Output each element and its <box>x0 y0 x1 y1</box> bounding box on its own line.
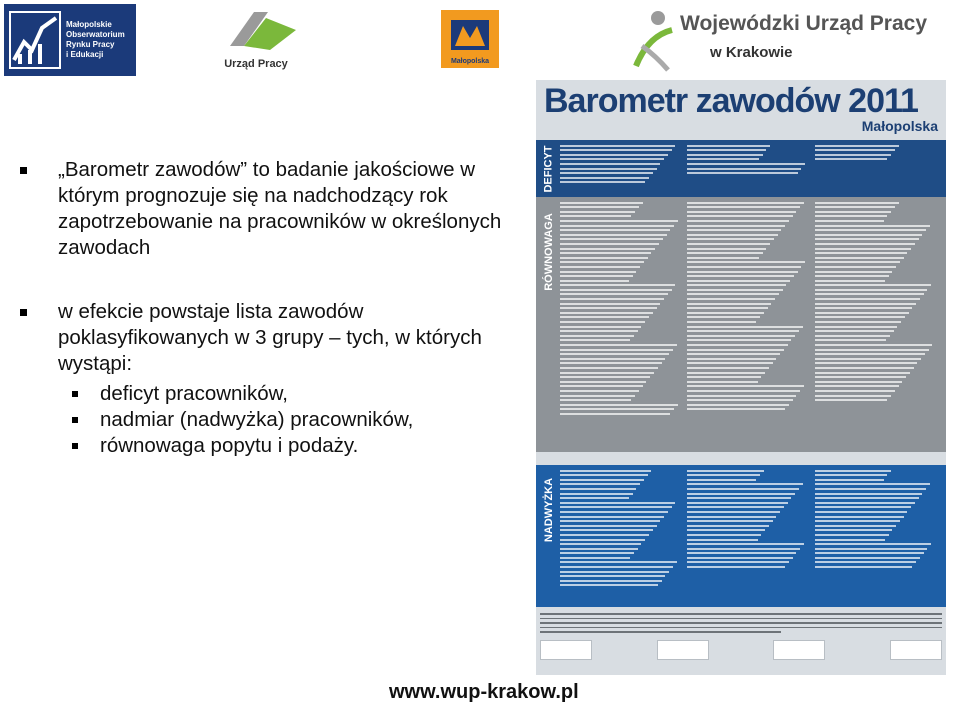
poster-text-line <box>815 479 884 481</box>
poster-text-line <box>560 163 660 165</box>
poster-text-line <box>687 479 756 481</box>
poster-text-line <box>560 552 634 554</box>
poster-text-line <box>687 408 785 410</box>
poster-logo-strip <box>540 640 942 662</box>
poster-text-line <box>687 566 785 568</box>
poster-column <box>560 467 687 605</box>
urzad-pracy-label: Urząd Pracy <box>224 58 288 70</box>
poster-text-line <box>687 502 787 504</box>
poster-text-line <box>560 266 640 268</box>
poster-text-line <box>687 552 796 554</box>
poster-text-line <box>560 316 649 318</box>
poster-text-line <box>560 474 648 476</box>
poster-text-line <box>687 372 765 374</box>
mo-logo <box>4 4 136 76</box>
poster-text-line <box>560 181 645 183</box>
poster-text-line <box>560 293 668 295</box>
poster-column <box>815 199 942 450</box>
bullet-square-icon <box>72 417 78 423</box>
deficyt-band <box>536 140 946 197</box>
poster-text-line <box>687 511 780 513</box>
poster-text-line <box>560 395 635 397</box>
poster-text-line <box>687 229 781 231</box>
poster-text-line <box>687 474 760 476</box>
poster-text-line <box>560 168 657 170</box>
poster-text-line <box>815 243 915 245</box>
poster-text-line <box>687 520 772 522</box>
poster-text-line <box>815 483 930 485</box>
poster-text-line <box>687 390 800 392</box>
poster-text-line <box>560 502 675 504</box>
poster-text-line <box>815 358 922 360</box>
poster-column <box>687 199 814 450</box>
poster-text-line <box>815 339 886 341</box>
poster-text-line <box>815 248 912 250</box>
mo-logo-text: Małopolskie Obserwatorium Rynku Pracy i Edukacji <box>66 20 125 59</box>
poster-text-line <box>560 238 663 240</box>
poster-text-line <box>687 215 792 217</box>
poster-text-line <box>815 284 932 286</box>
poster-text-line <box>560 275 633 277</box>
poster-column <box>560 199 687 450</box>
nadwyzka-band <box>536 465 946 607</box>
poster-text-line <box>560 571 669 573</box>
poster-text-line <box>687 234 777 236</box>
poster-text-line <box>687 312 763 314</box>
poster-text-line <box>687 326 802 328</box>
wup-title: Wojewódzki Urząd Pracy <box>680 12 928 35</box>
poster-text-line <box>687 202 804 204</box>
poster-text-line <box>560 584 658 586</box>
poster-text-line <box>687 404 789 406</box>
bullet-text: w efekcie powstaje lista zawodów poklasyfikowanych w 3 grupy – tych, w których wystąpi: <box>58 300 482 375</box>
poster-text-line <box>687 172 797 174</box>
poster-text-line <box>815 252 908 254</box>
poster-text-line <box>560 330 638 332</box>
poster-text-line <box>687 358 776 360</box>
poster-text-line <box>815 307 913 309</box>
poster-text-line <box>815 335 890 337</box>
poster-text-line <box>815 289 928 291</box>
poster-text-line <box>687 539 757 541</box>
malopolska-logo <box>441 10 499 68</box>
poster-text-line <box>687 211 796 213</box>
poster-text-line <box>560 483 640 485</box>
poster-text-line <box>815 470 891 472</box>
poster-text-line <box>560 211 635 213</box>
poster-text-line <box>815 497 919 499</box>
poster-text-line <box>687 252 762 254</box>
poster-text-line <box>687 376 761 378</box>
poster-text-line <box>815 303 917 305</box>
poster-text-line <box>815 376 906 378</box>
poster-text-line <box>560 493 633 495</box>
poster-text-line <box>815 316 905 318</box>
bullet-square-icon <box>20 167 27 174</box>
poster-text-line <box>815 362 918 364</box>
poster-text-line <box>687 163 805 165</box>
poster-text-line <box>815 561 917 563</box>
barometr-poster <box>536 80 946 675</box>
deficyt-label-box <box>538 140 560 197</box>
poster-text-line <box>560 261 644 263</box>
poster-text-line <box>560 390 639 392</box>
poster-text-line <box>560 520 660 522</box>
poster-text-line <box>815 225 930 227</box>
poster-text-line <box>687 548 800 550</box>
poster-text-line <box>560 298 664 300</box>
poster-column <box>687 142 814 195</box>
nadwyzka-label-box <box>538 465 560 555</box>
poster-text-line <box>687 145 770 147</box>
poster-text-line <box>815 395 891 397</box>
poster-text-line <box>815 326 898 328</box>
poster-text-line <box>560 252 651 254</box>
poster-text-line <box>560 271 636 273</box>
poster-column <box>687 467 814 605</box>
poster-text-line <box>815 257 904 259</box>
poster-text-line <box>687 248 766 250</box>
poster-text-line <box>815 293 924 295</box>
poster-subtitle: Małopolska <box>861 118 938 134</box>
poster-text-line <box>687 470 763 472</box>
poster-text-line <box>560 511 668 513</box>
wup-small-logo <box>657 640 709 660</box>
poster-text-line <box>815 215 888 217</box>
poster-text-line <box>560 479 644 481</box>
poster-text-line <box>687 381 757 383</box>
poster-text-line <box>687 220 789 222</box>
poster-text-line <box>687 206 800 208</box>
poster-text-line <box>815 543 932 545</box>
poster-text-line <box>560 177 649 179</box>
poster-text-line <box>815 511 908 513</box>
poster-text-line <box>687 149 766 151</box>
poster-text-line <box>560 525 657 527</box>
poster-text-line <box>687 349 784 351</box>
poster-column <box>815 142 942 195</box>
poster-text-line <box>687 316 760 318</box>
bullet-square-icon <box>20 309 27 316</box>
poster-text-line <box>560 172 653 174</box>
poster-text-line <box>560 381 646 383</box>
poster-text-line <box>815 298 920 300</box>
poster-text-line <box>687 506 784 508</box>
poster-text-line <box>687 488 799 490</box>
poster-column <box>560 142 687 195</box>
poster-text-line <box>687 344 787 346</box>
poster-text-line <box>560 376 650 378</box>
poster-text-line <box>687 284 786 286</box>
poster-text-line <box>560 404 678 406</box>
poster-text-line <box>687 483 802 485</box>
poster-text-line <box>687 543 804 545</box>
poster-text-line <box>687 353 780 355</box>
poster-text-line <box>815 539 885 541</box>
poster-text-line <box>815 474 888 476</box>
arrow-logo-icon <box>210 6 302 56</box>
poster-column <box>815 467 942 605</box>
nadwyzka-label: NADWYŻKA <box>543 477 556 543</box>
poster-text-line <box>560 516 664 518</box>
poster-text-line <box>687 168 801 170</box>
poster-text-line <box>687 275 794 277</box>
poster-text-line <box>560 358 665 360</box>
poster-text-line <box>687 154 762 156</box>
poster-text-line <box>815 202 899 204</box>
poster-text-line <box>815 548 928 550</box>
poster-text-line <box>815 529 893 531</box>
poster-text-line <box>687 225 785 227</box>
poster-text-line <box>687 367 768 369</box>
poster-text-line <box>687 321 756 323</box>
poster-text-line <box>560 284 675 286</box>
sub-bullet-text: nadmiar (nadwyżka) pracowników, <box>100 408 414 431</box>
poster-text-line <box>815 271 893 273</box>
poster-text-line <box>815 385 899 387</box>
poster-text-line <box>815 275 889 277</box>
poster-text-line <box>560 362 662 364</box>
poster-text-line <box>815 266 896 268</box>
poster-text-line <box>815 158 888 160</box>
poster-text-line <box>687 293 778 295</box>
poster-text-line <box>560 399 631 401</box>
poster-text-line <box>560 326 641 328</box>
poster-text-line <box>815 390 895 392</box>
poster-text-line <box>560 566 673 568</box>
poster-text-line <box>560 339 630 341</box>
poster-text-line <box>560 344 677 346</box>
poster-text-line <box>560 202 643 204</box>
poster-text-line <box>560 575 665 577</box>
poster-text-line <box>687 289 782 291</box>
footnote-line <box>540 631 781 633</box>
eu-flag-logo <box>890 640 942 660</box>
poster-text-line <box>687 330 799 332</box>
poster-text-line <box>815 520 900 522</box>
poster-text-line <box>560 257 648 259</box>
poster-text-line <box>560 385 643 387</box>
poster-text-line <box>815 312 909 314</box>
poster-text-line <box>815 229 927 231</box>
poster-text-line <box>560 470 651 472</box>
poster-text-line <box>815 534 889 536</box>
footnote-line <box>540 622 942 624</box>
poster-text-line <box>560 561 677 563</box>
footnote-line <box>540 627 942 629</box>
sub-bullet-text: deficyt pracowników, <box>100 382 289 405</box>
sub-bullet-item <box>20 433 520 459</box>
poster-text-line <box>815 211 891 213</box>
runner-icon <box>628 6 680 76</box>
poster-text-line <box>560 215 631 217</box>
rownowaga-label: RÓWNOWAGA <box>543 213 556 291</box>
poster-text-line <box>560 303 660 305</box>
bullet-item <box>20 157 520 261</box>
poster-text-line <box>687 497 791 499</box>
rownowaga-label-box <box>538 197 560 307</box>
poster-text-line <box>687 399 792 401</box>
poster-text-line <box>815 502 915 504</box>
poster-text-line <box>815 344 933 346</box>
footnote-line <box>540 613 942 615</box>
poster-text-line <box>815 557 920 559</box>
poster-text-line <box>560 248 655 250</box>
poster-text-line <box>815 381 903 383</box>
poster-text-line <box>687 257 758 259</box>
poster-text-line <box>815 154 891 156</box>
malopolska-label: Małopolska <box>450 58 490 65</box>
poster-text-line <box>687 534 761 536</box>
bullet-square-icon <box>72 391 78 397</box>
poster-text-line <box>560 149 672 151</box>
poster-text-line <box>687 243 770 245</box>
chart-logo-icon <box>8 10 62 70</box>
poster-text-line <box>560 307 657 309</box>
rownowaga-columns <box>560 199 942 450</box>
poster-text-line <box>560 557 630 559</box>
rownowaga-band <box>536 197 946 452</box>
poster-text-line <box>687 561 789 563</box>
poster-text-line <box>687 266 801 268</box>
poster-text-line <box>687 261 805 263</box>
poster-text-line <box>815 493 923 495</box>
poster-text-line <box>560 229 670 231</box>
poster-text-line <box>687 339 791 341</box>
website-url[interactable]: www.wup-krakow.pl <box>389 681 579 703</box>
poster-text-line <box>560 234 667 236</box>
poster-text-line <box>560 548 638 550</box>
poster-text-line <box>560 321 645 323</box>
poster-text-line <box>815 234 923 236</box>
poster-text-line <box>560 506 672 508</box>
poster-text-line <box>815 353 925 355</box>
poster-text-line <box>560 488 636 490</box>
poster-text-line <box>687 395 796 397</box>
poster-text-line <box>815 566 913 568</box>
poster-text-line <box>687 362 772 364</box>
sub-bullet-item <box>20 381 520 407</box>
bullet-item <box>20 299 520 377</box>
poster-text-line <box>815 238 919 240</box>
poster-text-line <box>560 145 675 147</box>
poster-text-line <box>560 534 649 536</box>
poster-footnote <box>540 610 942 638</box>
poster-text-line <box>560 158 664 160</box>
poster-text-line <box>560 413 670 415</box>
poster-text-line <box>687 298 775 300</box>
deficyt-label: DEFICYT <box>543 144 555 193</box>
poster-text-line <box>815 220 884 222</box>
poster-text-line <box>560 408 674 410</box>
poster-text-line <box>687 271 797 273</box>
poster-text-line <box>560 543 641 545</box>
poster-text-line <box>815 488 927 490</box>
malopolska-small-logo <box>773 640 825 660</box>
poster-text-line <box>815 330 894 332</box>
poster-text-line <box>560 206 639 208</box>
poster-text-line <box>560 497 629 499</box>
sub-bullet-item <box>20 407 520 433</box>
poster-text-line <box>815 506 912 508</box>
kapital-ludzki-logo <box>540 640 592 660</box>
poster-text-line <box>560 372 654 374</box>
poster-text-line <box>560 353 669 355</box>
poster-text-line <box>815 552 924 554</box>
bullet-list <box>20 157 520 459</box>
poster-text-line <box>560 280 629 282</box>
poster-text-line <box>687 280 790 282</box>
poster-text-line <box>560 312 653 314</box>
footnote-line <box>540 618 942 620</box>
poster-text-line <box>815 516 904 518</box>
poster-text-line <box>815 149 895 151</box>
wup-subtitle: w Krakowie <box>710 44 793 61</box>
poster-text-line <box>815 399 888 401</box>
sub-bullet-text: równowaga popytu i podaży. <box>100 434 359 457</box>
poster-text-line <box>687 557 792 559</box>
poster-text-line <box>687 303 771 305</box>
poster-text-line <box>560 335 634 337</box>
poster-text-line <box>687 385 804 387</box>
poster-text-line <box>560 580 662 582</box>
poster-text-line <box>560 539 645 541</box>
poster-text-line <box>815 261 900 263</box>
deficyt-columns <box>560 142 942 195</box>
poster-text-line <box>815 145 899 147</box>
poster-text-line <box>560 529 653 531</box>
poster-text-line <box>687 529 765 531</box>
poster-text-line <box>815 280 885 282</box>
poster-text-line <box>560 243 659 245</box>
poster-text-line <box>687 238 773 240</box>
urzad-pracy-logo <box>210 6 302 72</box>
bullet-square-icon <box>72 443 78 449</box>
poster-text-line <box>815 321 901 323</box>
poster-text-line <box>815 349 929 351</box>
poster-text-line <box>560 289 672 291</box>
poster-text-line <box>560 154 668 156</box>
poster-text-line <box>687 525 768 527</box>
poster-text-line <box>560 349 673 351</box>
wup-logo <box>628 6 958 76</box>
poster-text-line <box>687 335 795 337</box>
poster-text-line <box>815 372 910 374</box>
bullet-text: „Barometr zawodów” to badanie jakościowe w którym prognozuje się na nadchodzący rok zapotrzebowanie na pracowników w określonych zawodach <box>58 158 502 259</box>
poster-text-line <box>815 525 896 527</box>
poster-text-line <box>560 220 678 222</box>
nadwyzka-columns <box>560 467 942 605</box>
poster-text-line <box>687 516 776 518</box>
poster-text-line <box>687 158 758 160</box>
poster-text-line <box>815 367 914 369</box>
poster-text-line <box>815 206 895 208</box>
poster-title: Barometr zawodów 2011 <box>544 82 918 120</box>
poster-text-line <box>687 493 795 495</box>
poster-text-line <box>560 225 674 227</box>
poster-text-line <box>687 307 767 309</box>
poster-text-line <box>560 367 658 369</box>
crest-icon <box>441 10 499 56</box>
